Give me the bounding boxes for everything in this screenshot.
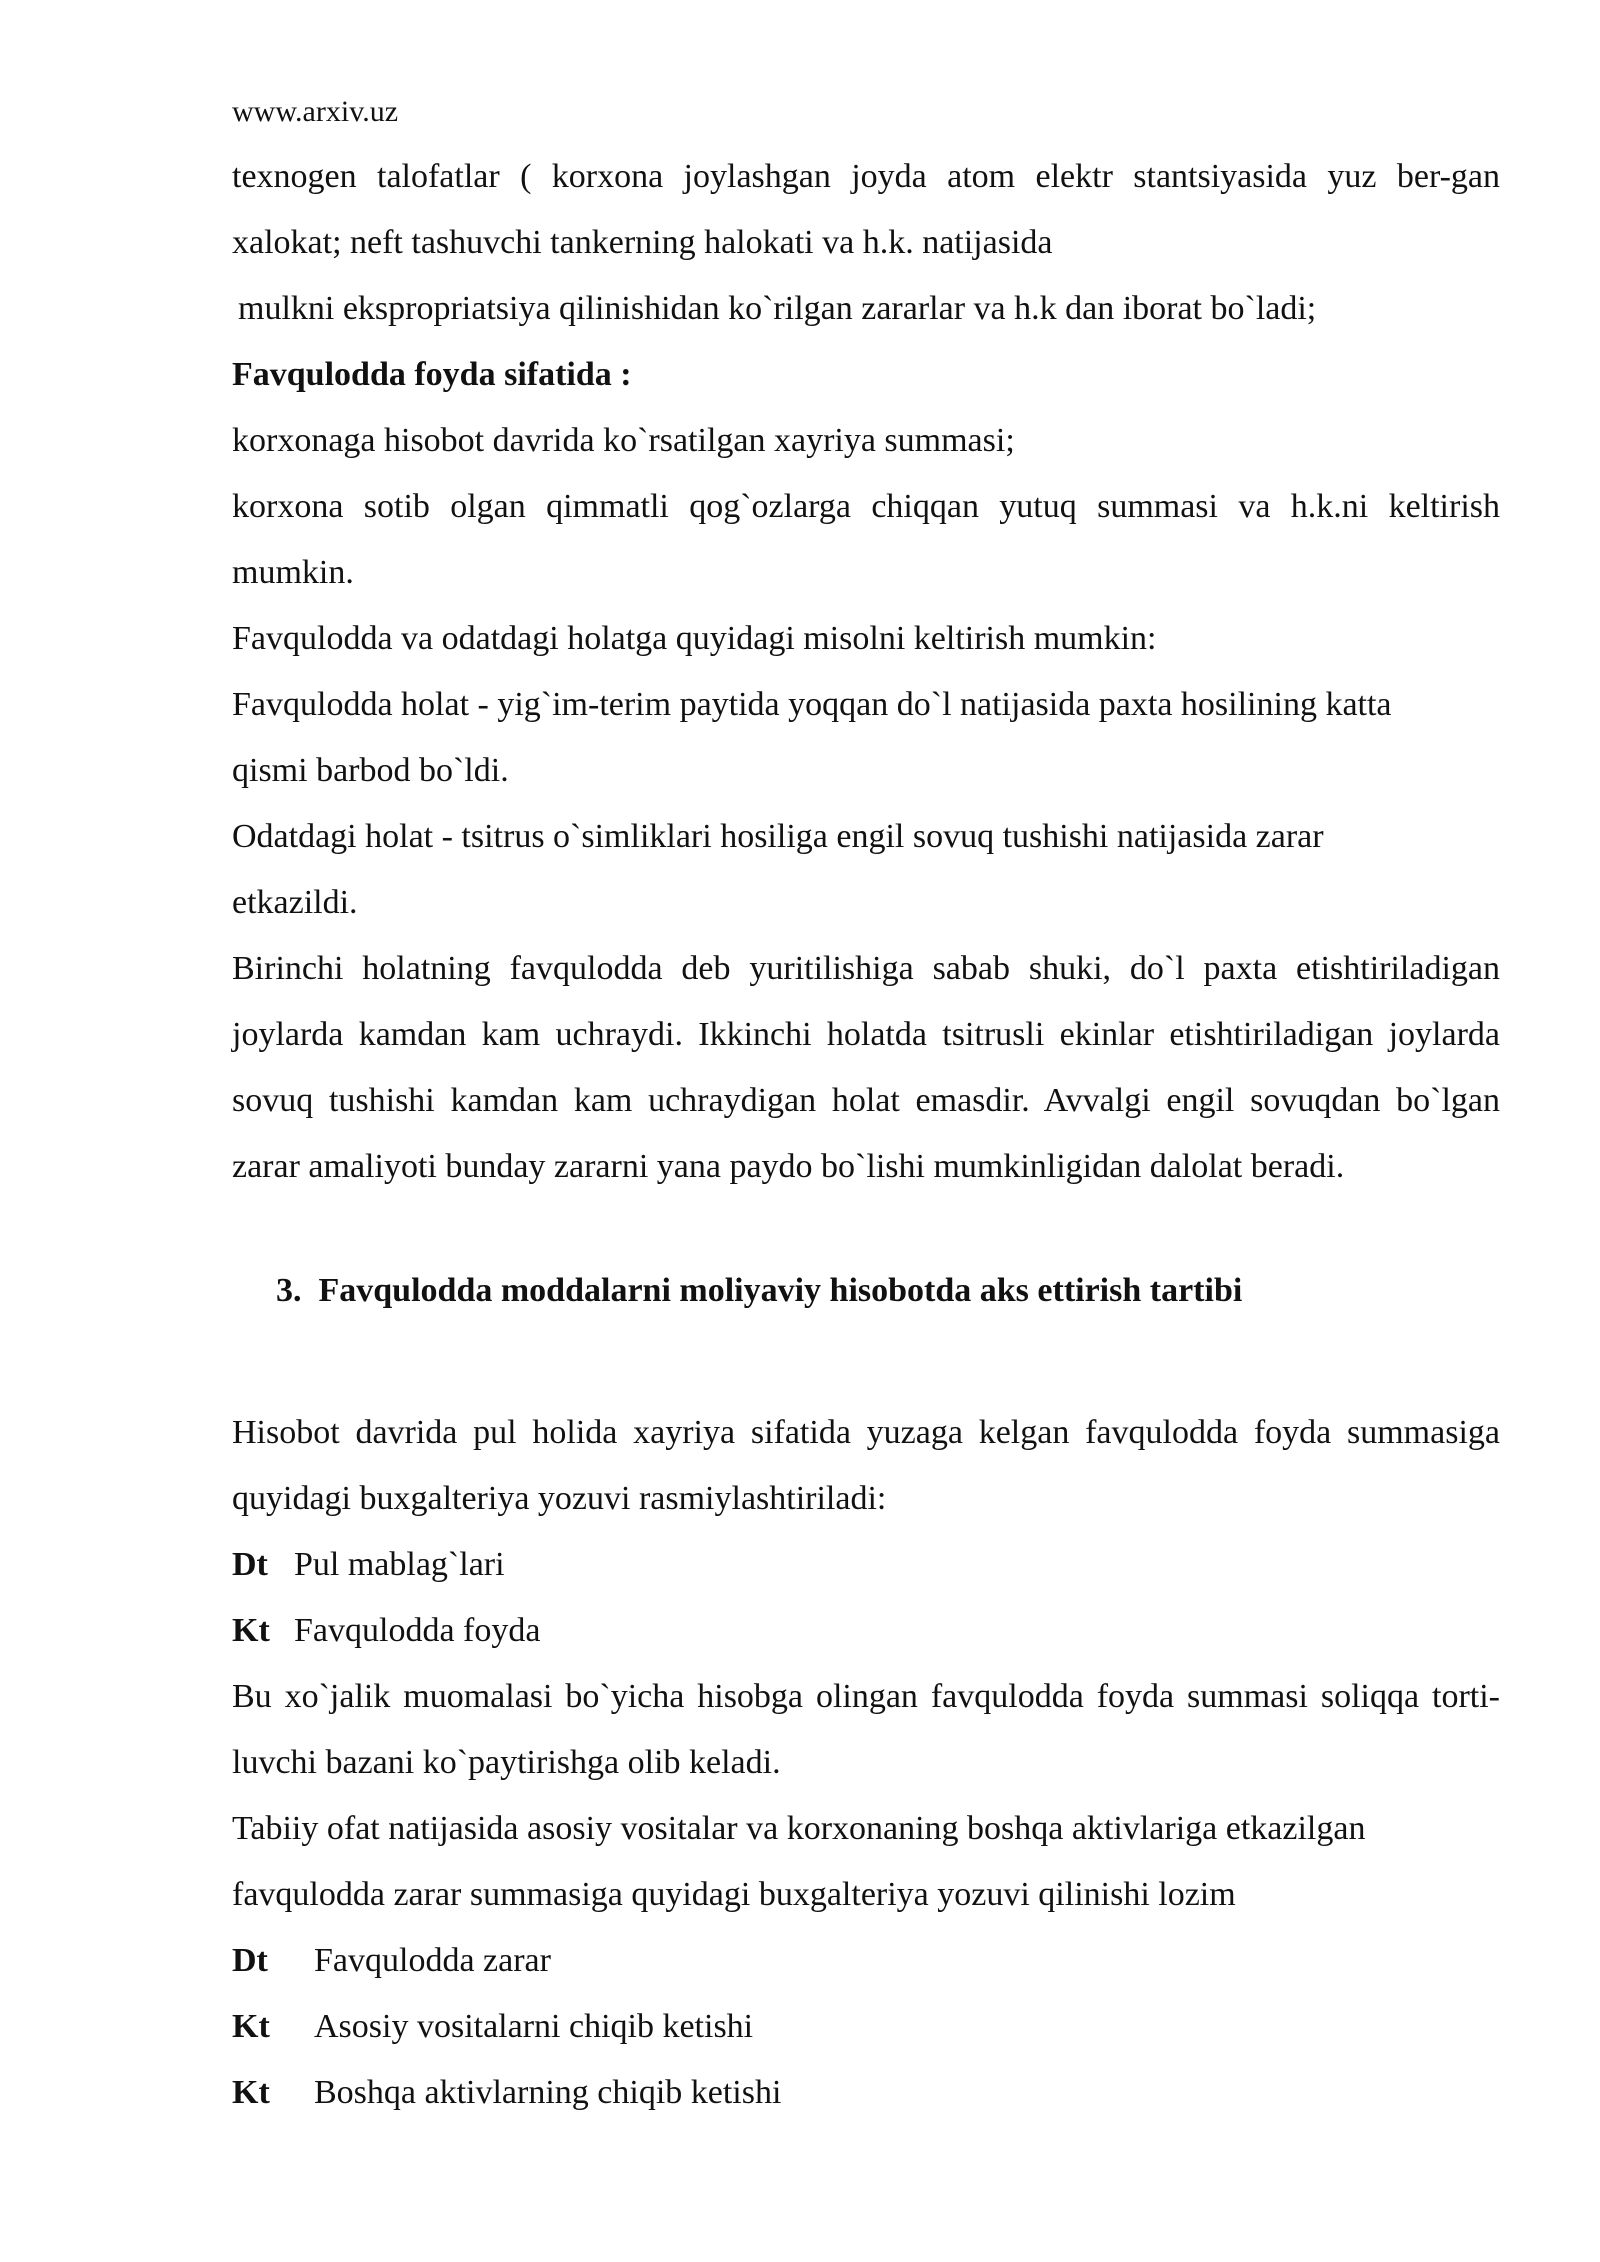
section-heading	[276, 1258, 1500, 1324]
paragraph-line: Birinchi holatning favqulodda deb yuritilishiga sabab shuki, do`l paxta etishtiriladigan	[232, 950, 1500, 987]
paragraph-line: etkazildi.	[232, 884, 358, 921]
site-url: www.arxiv.uz	[232, 95, 399, 128]
paragraph-line: Favqulodda va odatdagi holatga quyidagi misolni keltirish mumkin:	[232, 620, 1157, 657]
entry-code: Dt	[232, 1546, 268, 1583]
section-title: Favqulodda moddalarni moliyaviy hisobotda aks ettirish tartibi	[318, 1272, 1243, 1309]
paragraph-line: qismi barbod bo`ldi.	[232, 752, 509, 789]
paragraph-line: Odatdagi holat - tsitrus o`simliklari hosiliga engil sovuq tushishi natijasida zarar	[232, 818, 1324, 855]
paragraph-line: mulkni ekspropriatsiya qilinishidan ko`rilgan zararlar va h.k dan iborat bo`ladi;	[238, 290, 1317, 327]
subheading: Favqulodda foyda sifatida :	[232, 356, 632, 393]
entry-text: Favqulodda foyda	[294, 1612, 541, 1649]
entry-code: Kt	[232, 2074, 270, 2111]
paragraph-line: quyidagi buxgalteriya yozuvi rasmiylashtiriladi:	[232, 1480, 887, 1517]
paragraph-line: sovuq tushishi kamdan kam uchraydigan holat emasdir. Avvalgi engil sovuqdan bo`lgan	[232, 1082, 1500, 1119]
paragraph-line: zarar amaliyoti bunday zararni yana paydo bo`lishi mumkinligidan dalolat beradi.	[232, 1148, 1345, 1185]
entry-code: Kt	[232, 1612, 270, 1649]
paragraph-line: luvchi bazani ko`paytirishga olib keladi.	[232, 1744, 781, 1781]
ledger-entry	[232, 2060, 1500, 2126]
entry-text: Pul mablag`lari	[294, 1546, 505, 1583]
paragraph-line: xalokat; neft tashuvchi tankerning halokati va h.k. natijasida	[232, 224, 1053, 261]
paragraph-line: korxonaga hisobot davrida ko`rsatilgan xayriya summasi;	[232, 422, 1015, 459]
ledger-entry	[232, 1994, 1500, 2060]
paragraph-line: joylarda kamdan kam uchraydi. Ikkinchi holatda tsitrusli ekinlar etishtiriladigan joylarda	[232, 1016, 1500, 1053]
ledger-entry	[232, 1532, 1500, 1598]
entry-text: Boshqa aktivlarning chiqib ketishi	[314, 2074, 782, 2111]
paragraph-line: korxona sotib olgan qimmatli qog`ozlarga chiqqan yutuq summasi va h.k.ni keltirish	[232, 488, 1500, 525]
paragraph-line: favqulodda zarar summasiga quyidagi buxgalteriya yozuvi qilinishi lozim	[232, 1876, 1236, 1913]
ledger-entry	[232, 1928, 1500, 1994]
paragraph-line: mumkin.	[232, 554, 354, 591]
paragraph-line: Tabiiy ofat natijasida asosiy vositalar va korxonaning boshqa aktivlariga etkazilgan	[232, 1810, 1366, 1847]
paragraph-line: texnogen talofatlar ( korxona joylashgan joyda atom elektr stantsiyasida yuz ber-gan	[232, 158, 1500, 195]
entry-text: Favqulodda zarar	[314, 1942, 551, 1979]
ledger-entry	[232, 1598, 1500, 1664]
entry-code: Dt	[232, 1942, 268, 1979]
document-body	[232, 144, 1500, 2126]
paragraph-line: Favqulodda holat - yig`im-terim paytida yoqqan do`l natijasida paxta hosilining katta	[232, 686, 1392, 723]
paragraph-line: Bu xo`jalik muomalasi bo`yicha hisobga olingan favqulodda foyda summasi soliqqa torti-	[232, 1678, 1500, 1715]
entry-text: Asosiy vositalarni chiqib ketishi	[314, 2008, 754, 2045]
paragraph-line: Hisobot davrida pul holida xayriya sifatida yuzaga kelgan favqulodda foyda summasiga	[232, 1414, 1500, 1451]
entry-code: Kt	[232, 2008, 270, 2045]
section-number: 3.	[276, 1272, 302, 1309]
